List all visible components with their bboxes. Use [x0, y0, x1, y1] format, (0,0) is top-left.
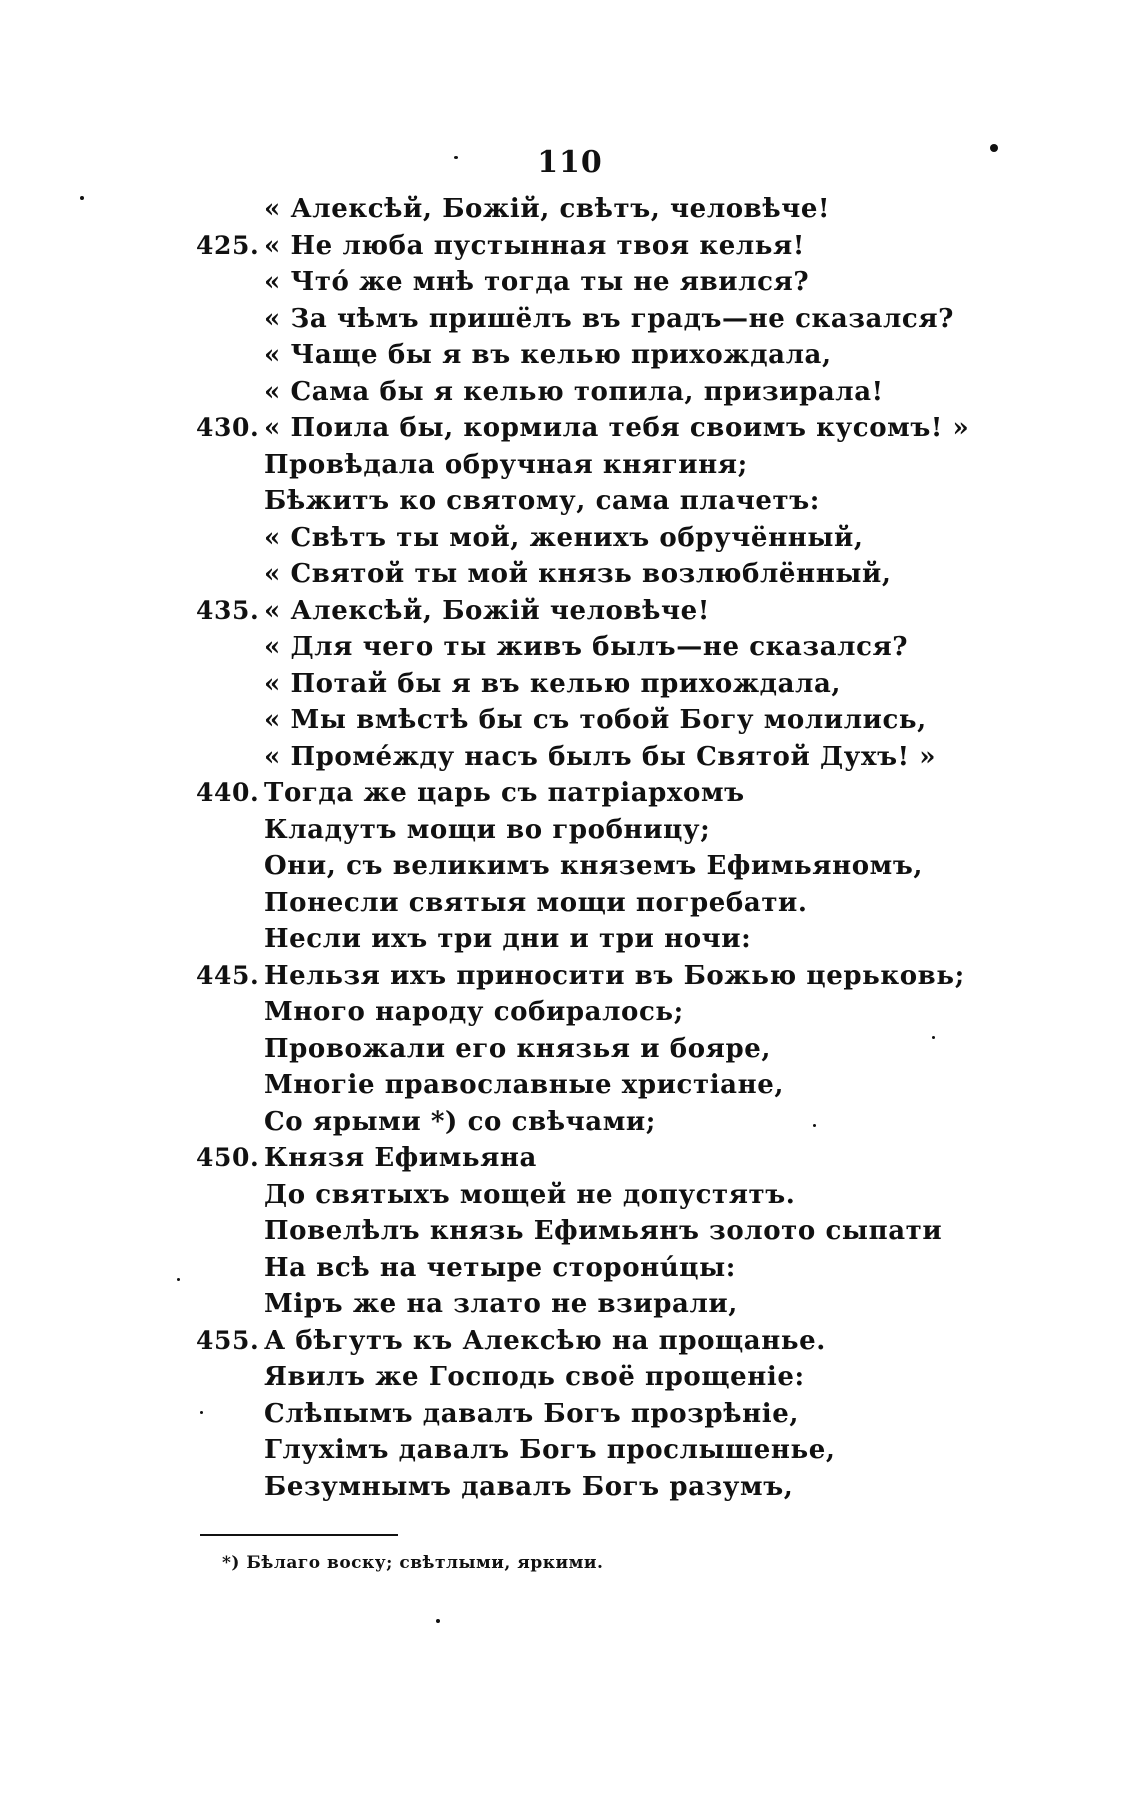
scan-speck	[200, 1411, 203, 1414]
verse-line	[196, 848, 1076, 885]
verse-text: Князя Ефимьяна	[264, 1143, 538, 1173]
verse-text: Провѣдала обручная княгиня;	[264, 449, 748, 480]
verse-line	[196, 191, 1076, 228]
verse-text: Бѣжитъ ко святому, сама плачетъ:	[264, 486, 820, 516]
verse-text: Кладутъ мощи во гробницу;	[264, 814, 711, 845]
line-number: 450.	[196, 1143, 260, 1172]
line-number: 445.	[196, 960, 260, 990]
line-number: 430.	[196, 413, 260, 442]
verse-line	[196, 264, 1076, 301]
verse-text: « Сама бы я келью топила, призирала!	[264, 376, 884, 407]
line-number: 440.	[196, 778, 260, 807]
verse-text: Безумнымъ давалъ Богъ разумъ,	[264, 1471, 794, 1502]
verse-text: « Для чего ты живъ былъ—не сказался?	[264, 632, 909, 662]
scan-speck	[436, 1619, 440, 1623]
verse-text: Со ярыми *) со свѣчами;	[264, 1106, 656, 1137]
scan-speck	[932, 1036, 935, 1039]
verse-line	[196, 1104, 1076, 1141]
verse-line	[196, 520, 1076, 557]
verse-line	[196, 994, 1076, 1031]
verse-line	[196, 483, 1076, 520]
verse-line	[196, 921, 1076, 958]
verse-line	[196, 593, 1076, 630]
verse-line	[196, 1213, 1076, 1250]
page-number: 110	[537, 145, 603, 180]
verse-text: « Потай бы я въ келью прихождала,	[264, 668, 842, 699]
verse-text: « За чѣмъ пришёлъ въ градъ—не сказался?	[264, 303, 954, 334]
verse-line	[196, 410, 1076, 447]
verse-line	[196, 1359, 1076, 1396]
verse-line	[196, 301, 1076, 338]
verse-line	[196, 1432, 1076, 1469]
verse-line	[196, 1140, 1076, 1177]
verse-text: Міръ же на злато не взирали,	[264, 1289, 738, 1319]
verse-text: « Поила бы, кормила тебя своимъ кусомъ! »	[264, 413, 970, 443]
verse-line	[196, 1250, 1076, 1287]
verse-text: Слѣпымъ давалъ Богъ прозрѣніе,	[264, 1398, 799, 1429]
footnote: *) Бѣлаго воску; свѣтлыми, яркими.	[222, 1553, 604, 1573]
verse-line	[196, 739, 1076, 776]
verse-line	[196, 1469, 1076, 1506]
scan-speck	[990, 144, 998, 152]
verse-text: Нельзя ихъ приносити въ Божью церьковь;	[264, 960, 965, 991]
verse-line	[196, 1396, 1076, 1433]
verse-text: Многіе православные христіане,	[264, 1070, 785, 1100]
verse-text: Понесли святыя мощи погребати.	[264, 887, 808, 918]
verse-text: « Алексѣй, Божій, свѣтъ, человѣче!	[264, 194, 831, 224]
verse-text: « Промéжду насъ былъ бы Святой Духъ! »	[264, 741, 937, 772]
verse-text: Тогда же царь съ патріархомъ	[264, 778, 745, 808]
footnote-divider	[200, 1534, 398, 1536]
verse-text: « Свѣтъ ты мой, женихъ обручённый,	[264, 522, 864, 553]
verse-text: « Чтó же мнѣ тогда ты не явился?	[264, 267, 810, 297]
verse-line	[196, 556, 1076, 593]
verse-text: До святыхъ мощей не допустятъ.	[264, 1179, 796, 1210]
verse-text: Явилъ же Господь своё прощеніе:	[264, 1362, 805, 1392]
verse-text: Несли ихъ три дни и три ночи:	[264, 924, 752, 954]
verse-text: Много народу собиралось;	[264, 997, 684, 1027]
line-number: 425.	[196, 230, 260, 260]
scan-speck	[454, 156, 458, 159]
verse-line	[196, 1177, 1076, 1214]
verse-text: « Святой ты мой князь возлюблённый,	[264, 559, 892, 589]
verse-line	[196, 374, 1076, 411]
line-number: 435.	[196, 595, 260, 625]
scan-speck	[80, 196, 84, 200]
verse-text: А бѣгутъ къ Алексѣю на прощанье.	[264, 1325, 826, 1356]
verse-line	[196, 775, 1076, 812]
verse-text: Повелѣлъ князь Ефимьянъ золото сыпати	[264, 1216, 943, 1246]
verse-text: « Мы вмѣстѣ бы съ тобой Богу молились,	[264, 705, 927, 735]
verse-line	[196, 1323, 1076, 1360]
verse-line	[196, 958, 1076, 995]
verse-line	[196, 337, 1076, 374]
verse-text: Они, съ великимъ княземъ Ефимьяномъ,	[264, 851, 924, 881]
scan-speck	[177, 1278, 180, 1281]
verse-list	[196, 191, 1076, 1505]
verse-line	[196, 1031, 1076, 1068]
verse-text: На всѣ на четыре сторонúцы:	[264, 1252, 736, 1283]
verse-line	[196, 812, 1076, 849]
verse-text: Глухімъ давалъ Богъ прослышенье,	[264, 1435, 836, 1465]
verse-text: « Алексѣй, Божій человѣче!	[264, 595, 710, 626]
verse-line	[196, 228, 1076, 265]
verse-text: « Чаще бы я въ келью прихождала,	[264, 340, 832, 370]
verse-line	[196, 1067, 1076, 1104]
verse-line	[196, 666, 1076, 703]
verse-text: « Не люба пустынная твоя келья!	[264, 230, 805, 261]
verse-line	[196, 447, 1076, 484]
verse-line	[196, 885, 1076, 922]
verse-text: Провожали его князья и бояре,	[264, 1033, 772, 1064]
scan-speck	[813, 1124, 816, 1127]
line-number: 455.	[196, 1325, 260, 1355]
verse-line	[196, 702, 1076, 739]
verse-line	[196, 629, 1076, 666]
verse-line	[196, 1286, 1076, 1323]
